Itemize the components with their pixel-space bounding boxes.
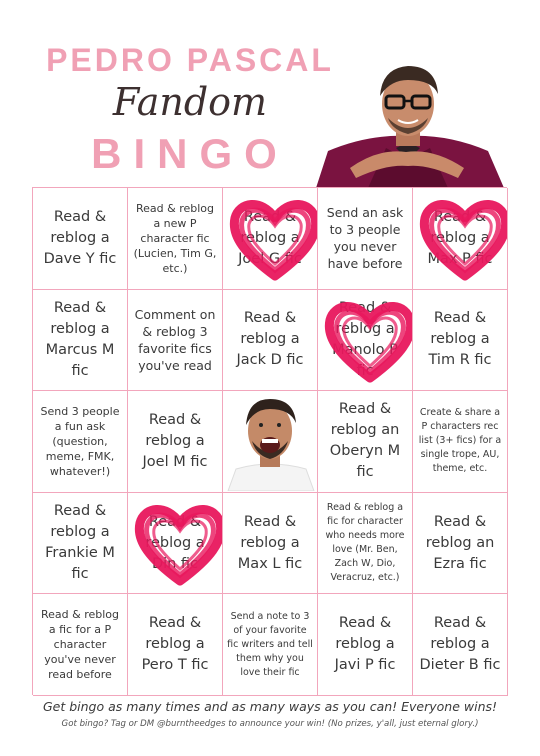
bingo-cell-text: Read & reblog a Javi P fic [334,615,396,674]
bingo-cell [223,493,318,595]
bingo-cell [223,391,318,493]
header [0,0,540,190]
bingo-cell [413,493,508,595]
bingo-cell-text: Read & reblog a fic for a P character you've never read before [40,608,119,682]
title-script: Fandom [112,80,268,124]
title-top: PEDRO PASCAL [46,42,334,78]
bingo-cell-text: Comment on & reblog 3 favorite fics you've read [134,306,216,373]
bingo-cell [33,391,128,493]
bingo-cell [318,290,413,392]
bingo-cell-text: Read & reblog a Dieter B fic [419,615,501,674]
bingo-cell-text: Read & reblog a Pero T fic [141,615,209,674]
laughing-man-photo [224,391,317,491]
bingo-cell [223,290,318,392]
bingo-cell [128,290,223,392]
bingo-cell-text: Read & reblog a Joel M fic [142,411,208,470]
bingo-cell-text: Read & reblog a fic for character who needs more love (Mr. Ben, Zach W, Dio, Veracruz, etc.) [325,502,405,584]
bingo-cell [413,290,508,392]
bingo-cell [33,493,128,595]
bingo-cell-text: Read & reblog a Manolo P fic [332,299,398,379]
bingo-cell [318,493,413,595]
footer-sub: Got bingo? Tag or DM @burntheedges to announce your win! (No prizes, y'all, just eternal glory.) [61,719,479,729]
bingo-cell-text: Read & reblog a Marcus M fic [45,299,115,379]
bingo-cell-text: Read & reblog a Max P fic [427,208,493,267]
bingo-cell-text: Read & reblog a Tim R fic [428,310,492,369]
bingo-cell [128,391,223,493]
bingo-cell-text: Send a note to 3 of your favorite fic writers and tell them why you love their fic [227,610,313,678]
footer-main: Get bingo as many times and as many ways as you can! Everyone wins! [42,699,498,714]
bingo-cell [223,188,318,290]
bingo-cell [318,594,413,696]
bingo-cell-text: Read & reblog a Dave Y fic [43,208,117,267]
bingo-cell-text: Read & reblog a Din fic [145,513,205,572]
bingo-cell [128,493,223,595]
bingo-cell-text: Read & reblog a Joel G fic [238,208,302,267]
bingo-cell-text: Read & reblog an Oberyn M fic [329,401,401,481]
bingo-cell [413,594,508,696]
man-with-glasses-photo [308,56,508,188]
bingo-cell-text: Send an ask to 3 people you never have before [326,205,404,272]
bingo-cell [413,391,508,493]
bingo-cell [413,188,508,290]
bingo-cell-text: Read & reblog a Max L fic [237,513,303,572]
bingo-cell-text: Send 3 people a fun ask (question, meme, FMK, whatever!) [40,404,120,478]
bingo-cell [318,391,413,493]
bingo-cell-text: Read & reblog a Frankie M fic [45,503,115,583]
bingo-cell [128,594,223,696]
bingo-cell-text: Read & reblog an Ezra fic [425,513,495,572]
bingo-cell [33,594,128,696]
bingo-cell-text: Read & reblog a new P character fic (Lucien, Tim G, etc.) [133,201,217,275]
bingo-cell-text: Create & share a P characters rec list (3+ fics) for a single trope, AU, theme, etc. [418,407,502,475]
title-bingo: BINGO [91,130,289,177]
bingo-cell [128,188,223,290]
bingo-cell-text: Read & reblog a Jack D fic [236,310,304,369]
bingo-cell [33,290,128,392]
bingo-grid [32,187,507,695]
bingo-cell [318,188,413,290]
bingo-cell [223,594,318,696]
bingo-cell [33,188,128,290]
